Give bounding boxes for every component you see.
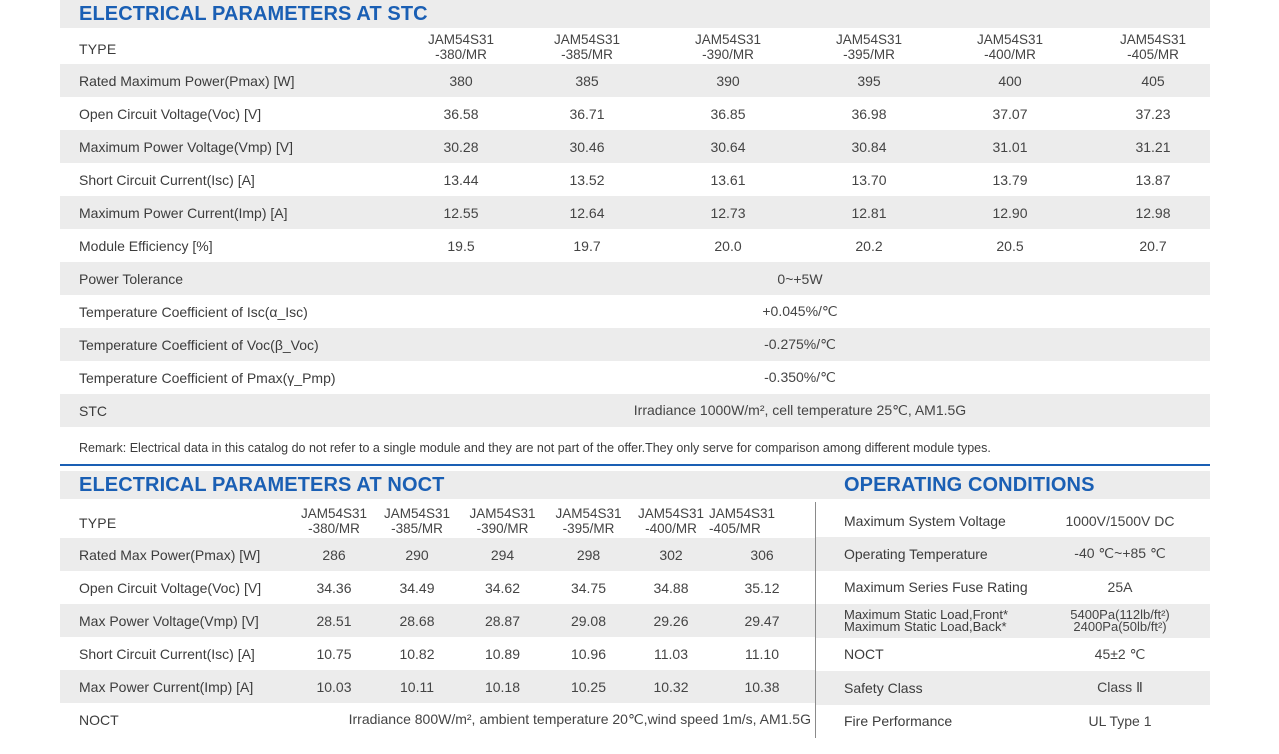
row-label: Temperature Coefficient of Isc(α_Isc) <box>79 303 308 320</box>
noct-model-header: JAM54S31 -405/MR <box>709 506 776 536</box>
row-value: 10.25 <box>544 670 633 703</box>
row-value: 31.01 <box>924 130 1096 163</box>
row-label: Temperature Coefficient of Pmax(γ_Pmp) <box>79 369 336 386</box>
row-label: Open Circuit Voltage(Voc) [V] <box>79 105 262 122</box>
table-row <box>60 163 1210 196</box>
operating-label: NOCT <box>844 646 884 663</box>
operating-row <box>816 638 1210 672</box>
row-label: NOCT <box>79 711 119 728</box>
row-value: 12.64 <box>532 196 642 229</box>
row-value: 36.71 <box>569 105 605 122</box>
operating-value: UL Type 1 <box>1088 713 1152 730</box>
row-value: 13.87 <box>1135 171 1171 188</box>
row-value: 13.52 <box>569 171 605 188</box>
table-row <box>60 130 1210 163</box>
row-value: 12.98 <box>1096 196 1210 229</box>
row-value: 13.70 <box>851 171 887 188</box>
row-label: Max Power Current(Imp) [A] <box>60 670 295 703</box>
row-value: 385 <box>532 64 642 97</box>
row-value: 37.07 <box>992 105 1028 122</box>
noct-model-header: JAM54S31 -380/MR <box>300 506 368 536</box>
row-value: 10.96 <box>570 645 607 662</box>
noct-section-title: ELECTRICAL PARAMETERS AT NOCT <box>60 471 815 499</box>
table-row <box>60 295 1210 328</box>
table-row <box>60 97 1210 130</box>
row-value: 10.82 <box>399 645 435 662</box>
row-value: 36.85 <box>710 105 746 122</box>
row-value: 36.98 <box>851 105 887 122</box>
operating-row <box>816 502 1210 537</box>
row-value: 30.28 <box>390 130 532 163</box>
row-value: 28.51 <box>295 604 373 637</box>
row-value: 13.44 <box>443 171 479 188</box>
row-value: +0.045%/℃ <box>762 303 838 319</box>
stc-model-header: JAM54S31 -395/MR <box>835 32 903 62</box>
row-value: 11.03 <box>654 645 688 662</box>
row-value: 31.21 <box>1096 130 1210 163</box>
row-value: 34.36 <box>316 579 352 596</box>
row-value: 20.0 <box>714 237 742 254</box>
stc-type-label: TYPE <box>79 41 117 57</box>
row-value: 19.7 <box>573 237 601 254</box>
row-value: 13.61 <box>710 171 746 188</box>
row-value: 28.68 <box>373 604 461 637</box>
row-value: 29.08 <box>544 604 633 637</box>
row-value: 12.55 <box>390 196 532 229</box>
row-value: 10.18 <box>461 670 544 703</box>
row-label: STC <box>60 394 390 427</box>
row-value: 10.11 <box>373 670 461 703</box>
row-value: 380 <box>390 64 532 97</box>
row-value: 400 <box>924 64 1096 97</box>
operating-label-line: Maximum Static Load,Back* <box>844 618 1007 634</box>
row-value: 34.49 <box>399 579 435 596</box>
stc-model-header: JAM54S31 -385/MR <box>553 32 621 62</box>
row-value: 10.89 <box>484 645 521 662</box>
row-value: 12.73 <box>642 196 814 229</box>
noct-model-header: JAM54S31 -385/MR <box>383 506 451 536</box>
table-row <box>60 196 1210 229</box>
row-value: 29.47 <box>709 604 815 637</box>
row-value: 294 <box>461 538 544 571</box>
row-label: Maximum Power Voltage(Vmp) [V] <box>60 130 390 163</box>
operating-value: -40 ℃~+85 ℃ <box>1074 545 1166 562</box>
stc-parameters-table <box>60 28 1210 427</box>
table-row <box>60 262 1210 295</box>
noct-type-label: TYPE <box>79 515 117 531</box>
row-label: Temperature Coefficient of Voc(β_Voc) <box>60 328 390 361</box>
row-value: 286 <box>295 538 373 571</box>
stc-model-header: JAM54S31 -390/MR <box>694 32 762 62</box>
row-value: 19.5 <box>447 237 475 254</box>
row-value: 34.88 <box>653 579 689 596</box>
section-divider <box>60 464 1210 466</box>
operating-value: 45±2 ℃ <box>1094 645 1146 662</box>
stc-model-header: JAM54S31 -380/MR <box>427 32 495 62</box>
row-label: Module Efficiency [%] <box>79 237 213 254</box>
row-label: Maximum Power Current(Imp) [A] <box>60 196 390 229</box>
table-row <box>60 571 815 604</box>
operating-conditions-title: OPERATING CONDITIONS <box>815 471 1210 499</box>
operating-value-line: 5400Pa(112lb/ft²) <box>1070 606 1170 622</box>
row-value: 0~+5W <box>390 262 1210 295</box>
row-value: Irradiance 800W/m², ambient temperature 20℃,wind speed 1m/s, AM1.5G <box>348 711 811 727</box>
row-value: 20.7 <box>1139 237 1167 254</box>
row-value: Irradiance 1000W/m², cell temperature 25℃, AM1.5G <box>390 394 1210 427</box>
stc-header-row <box>60 28 1210 64</box>
row-value: 10.32 <box>633 670 709 703</box>
row-value: 10.75 <box>316 645 352 662</box>
row-value: 30.64 <box>642 130 814 163</box>
row-value: 12.90 <box>924 196 1096 229</box>
noct-header-row <box>60 502 815 538</box>
operating-label: Maximum System Voltage <box>844 513 1006 529</box>
row-value: 28.87 <box>461 604 544 637</box>
row-value: 390 <box>642 64 814 97</box>
table-row <box>60 670 815 703</box>
row-value: 34.75 <box>570 579 607 596</box>
row-value: 290 <box>373 538 461 571</box>
table-row <box>60 394 1210 427</box>
row-value: 29.26 <box>633 604 709 637</box>
row-label: Open Circuit Voltage(Voc) [V] <box>79 579 262 596</box>
row-label: Rated Maximum Power(Pmax) [W] <box>60 64 390 97</box>
row-label: Power Tolerance <box>60 262 390 295</box>
row-value: 20.2 <box>855 237 883 254</box>
row-value: 30.46 <box>532 130 642 163</box>
row-label: Short Circuit Current(Isc) [A] <box>79 171 255 188</box>
operating-value <box>1030 606 1210 634</box>
operating-row <box>816 671 1210 705</box>
table-row <box>60 703 815 736</box>
stc-model-header: JAM54S31 -405/MR <box>1119 32 1187 62</box>
operating-value: 25A <box>1107 579 1133 596</box>
row-value: 306 <box>709 538 815 571</box>
row-value: -0.350%/℃ <box>764 369 836 385</box>
operating-row <box>816 537 1210 571</box>
row-value: 36.58 <box>443 105 479 122</box>
operating-value-line: 2400Pa(50lb/ft²) <box>1073 618 1167 634</box>
row-value: 10.03 <box>295 670 373 703</box>
table-row <box>60 538 815 571</box>
table-row <box>60 361 1210 394</box>
operating-label <box>816 606 1030 634</box>
row-value: 11.10 <box>745 645 779 662</box>
operating-label-line: Maximum Static Load,Front* <box>844 606 1009 622</box>
row-value: 30.84 <box>814 130 924 163</box>
stc-section-title: ELECTRICAL PARAMETERS AT STC <box>60 0 1210 28</box>
row-value: 37.23 <box>1135 105 1171 122</box>
row-value: 405 <box>1096 64 1210 97</box>
table-row <box>60 637 815 670</box>
operating-label: Maximum Series Fuse Rating <box>844 579 1028 596</box>
operating-label: Operating Temperature <box>844 545 988 562</box>
operating-value: 1000V/1500V DC <box>1065 513 1175 529</box>
stc-model-header: JAM54S31 -400/MR <box>976 32 1044 62</box>
noct-model-header: JAM54S31 -395/MR <box>555 506 622 536</box>
noct-model-header: JAM54S31 -400/MR <box>637 506 705 536</box>
table-row <box>60 64 1210 97</box>
operating-label: Safety Class <box>844 679 923 696</box>
row-value: 35.12 <box>744 579 780 596</box>
row-value: -0.275%/℃ <box>390 328 1210 361</box>
row-value: 12.81 <box>814 196 924 229</box>
table-row <box>60 328 1210 361</box>
row-label: Short Circuit Current(Isc) [A] <box>79 645 255 662</box>
row-label: Rated Max Power(Pmax) [W] <box>60 538 295 571</box>
operating-conditions-table <box>815 502 1210 738</box>
operating-label: Fire Performance <box>844 713 953 730</box>
operating-row <box>816 571 1210 605</box>
row-label: Max Power Voltage(Vmp) [V] <box>60 604 295 637</box>
noct-model-header: JAM54S31 -390/MR <box>469 506 536 536</box>
table-row <box>60 604 815 637</box>
row-value: 298 <box>544 538 633 571</box>
operating-row <box>816 705 1210 739</box>
row-value: 10.38 <box>709 670 815 703</box>
row-value: 20.5 <box>996 237 1024 254</box>
row-value: 395 <box>814 64 924 97</box>
row-value: 302 <box>633 538 709 571</box>
noct-parameters-table <box>60 502 815 736</box>
remark-text: Remark: Electrical data in this catalog do not refer to a single module and they are not part of the offer.They only serve for comparison among different module types. <box>79 441 991 455</box>
operating-value: Class Ⅱ <box>1097 679 1143 696</box>
row-value: 34.62 <box>484 579 521 596</box>
operating-row <box>816 604 1210 638</box>
row-value: 13.79 <box>992 171 1028 188</box>
table-row <box>60 229 1210 262</box>
